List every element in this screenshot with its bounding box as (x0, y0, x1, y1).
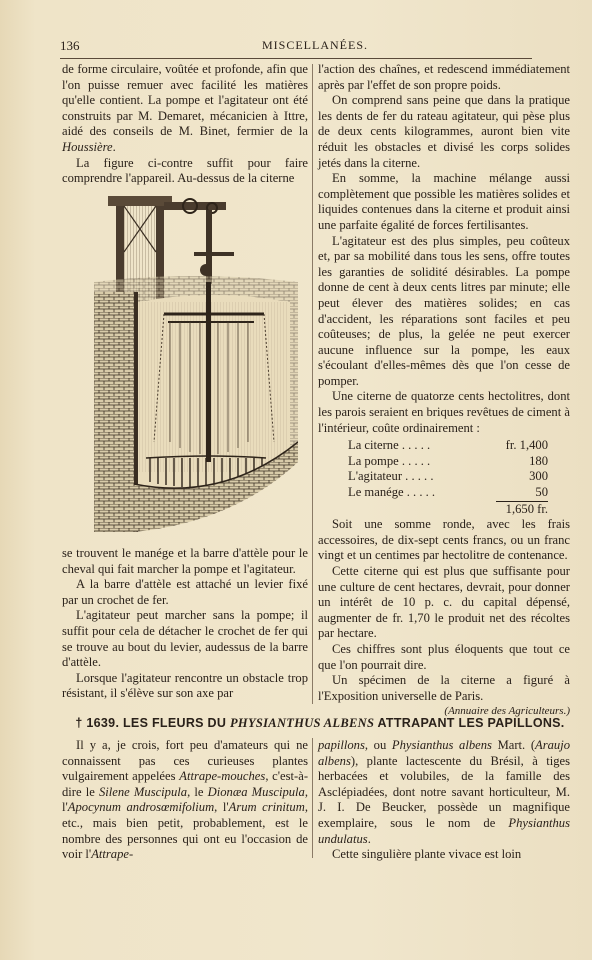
left-paragraph-4: A la barre d'attèle est attaché un levier fixé par un crochet de fer. (62, 577, 308, 607)
bottom-left-column (62, 738, 308, 863)
left-paragraph-1: de forme circulaire, voûtée et profonde, afin que l'on puisse remuer avec facilité les matières qu'elle contient. La pompe et l'agitateur ont été construits par M. Demaret, mécanicien à Ittre, aidé des conseils de M. Binet, fermier de la Houssière. (62, 62, 308, 154)
right-paragraph-9: Un spécimen de la citerne a figuré à l'Exposition universelle de Paris. (318, 673, 570, 703)
header-rule (60, 58, 532, 59)
cost-row: La pompe . . . . . 180 (348, 453, 548, 468)
bottom-right-paragraph-1: papillons, ou Physianthus albens Mart. (Araujo albens), plante lactescente du Brésil, à tiges herbacées et volubiles, de la famille des Asclépiadées, dont notre savant horticulteur, M. J. I. De Beucker, possède un magnifique exemplaire, sous le nom de Physianthus undulatus. (318, 738, 570, 846)
bottom-right-paragraph-2: Cette singulière plante vivace est loin (332, 847, 522, 862)
left-paragraph-6: Lorsque l'agitateur rencontre un obstacle trop résistant, il s'élève sur son axe par (62, 670, 308, 701)
page-header (0, 38, 592, 58)
right-paragraph-7: Cette citerne qui est plus que suffisante pour une culture de cent hectares, devrait, pour donner un intérêt de 10 p. c. du capital dépensé, augmenter de fr. 1,70 le produit net des récoltes par hectare. (318, 564, 570, 641)
left-column-bottom (62, 546, 308, 702)
right-paragraph-1: l'action des chaînes, et redescend immédiatement après par l'effet de son propre poids. (318, 62, 570, 92)
right-paragraph-4: L'agitateur est des plus simples, peu coûteux et, par sa mobilité dans tous les sens, offre toutes les garanties de solidité désirables. La pompe donne de cent à deux cents litres par minute; elle peut élever des matières solides; en cas d'accident, les réparations sont faciles et peu coûteuses; de plus, la gelée ne peut exercer aucune influence sur la pompe, les eaux s'écoulant d'elles-mêmes dès que l'on cesse de pomper. (318, 233, 570, 388)
cost-row: Le manége . . . . . 50 (348, 485, 548, 500)
right-paragraph-3: En somme, la machine mélange aussi complètement que possible les matières solides et liquides contenues dans la citerne et produit ainsi une parfaite égalité de forces fertilisantes. (318, 171, 570, 232)
bottom-left-paragraph: Il y a, je crois, fort peu d'amateurs qui ne connaissent pas ces curieuses plantes vulgairement appelées Attrape-mouches, c'est-à-dire le Silene Muscipula, le Dionæa Muscipula, l'Apocynum androsœmifolium, l'Arum crinitum, etc., mais bien petit, probablement, est le nombre des personnes qui ont eu l'occasion de voir l'Attrape- (62, 738, 309, 862)
left-paragraph-3: se trouvent le manége et la barre d'attèle pour le cheval qui fait marcher la pompe et l'agitateur. (62, 546, 308, 576)
column-divider (312, 64, 313, 704)
section-number: † 1639. (75, 716, 120, 730)
cost-total: 1,650 fr. (496, 501, 548, 518)
cistern-engraving (94, 192, 298, 536)
right-paragraph-8: Ces chiffres sont plus éloquents que tout ce que l'on pourrait dire. (318, 641, 570, 672)
column-divider-bottom (312, 738, 313, 858)
right-paragraph-6: Soit une somme ronde, avec les frais accessoires, de dix-sept cents francs, ou un franc vingt et un centimes par hectolitre de contenance. (318, 517, 570, 563)
running-title: MISCELLANÉES. (262, 38, 368, 52)
bottom-right-column (318, 738, 570, 863)
cost-table (348, 438, 548, 517)
right-column (318, 62, 570, 720)
brick-wall-left (94, 292, 134, 532)
left-paragraph-2: La figure ci-contre suffit pour faire comprendre l'appareil. Au-dessus de la citerne (62, 155, 308, 186)
page-number: 136 (60, 38, 80, 53)
left-column-top (62, 62, 308, 187)
right-paragraph-2: On comprend sans peine que dans la pratique les dents de fer du rateau agitateur, qui pèse plus de deux cents kilogrammes, auront bien vite réduit les obstacles et divisé les corps solides jetés dans la citerne. (318, 93, 570, 170)
cost-row: La citerne . . . . . fr. 1,400 (348, 438, 548, 453)
right-paragraph-5: Une citerne de quatorze cents hectolitres, dont les parois seraient en briques revêtues de ciment à l'intérieur, coûte ordinairement : (318, 389, 570, 435)
cost-row: L'agitateur . . . . . 300 (348, 469, 548, 484)
source-citation: (Annuaire des Agriculteurs.) (444, 705, 570, 718)
section-heading: † 1639. LES FLEURS DU PHYSIANTHUS ALBENS ATTRAPANT LES PAPILLONS. (75, 716, 565, 730)
left-paragraph-5: L'agitateur peut marcher sans la pompe; il suffit pour cela de détacher le crochet de fer qui se trouve au bout du levier, audessus de la barre d'attèle. (62, 608, 308, 670)
